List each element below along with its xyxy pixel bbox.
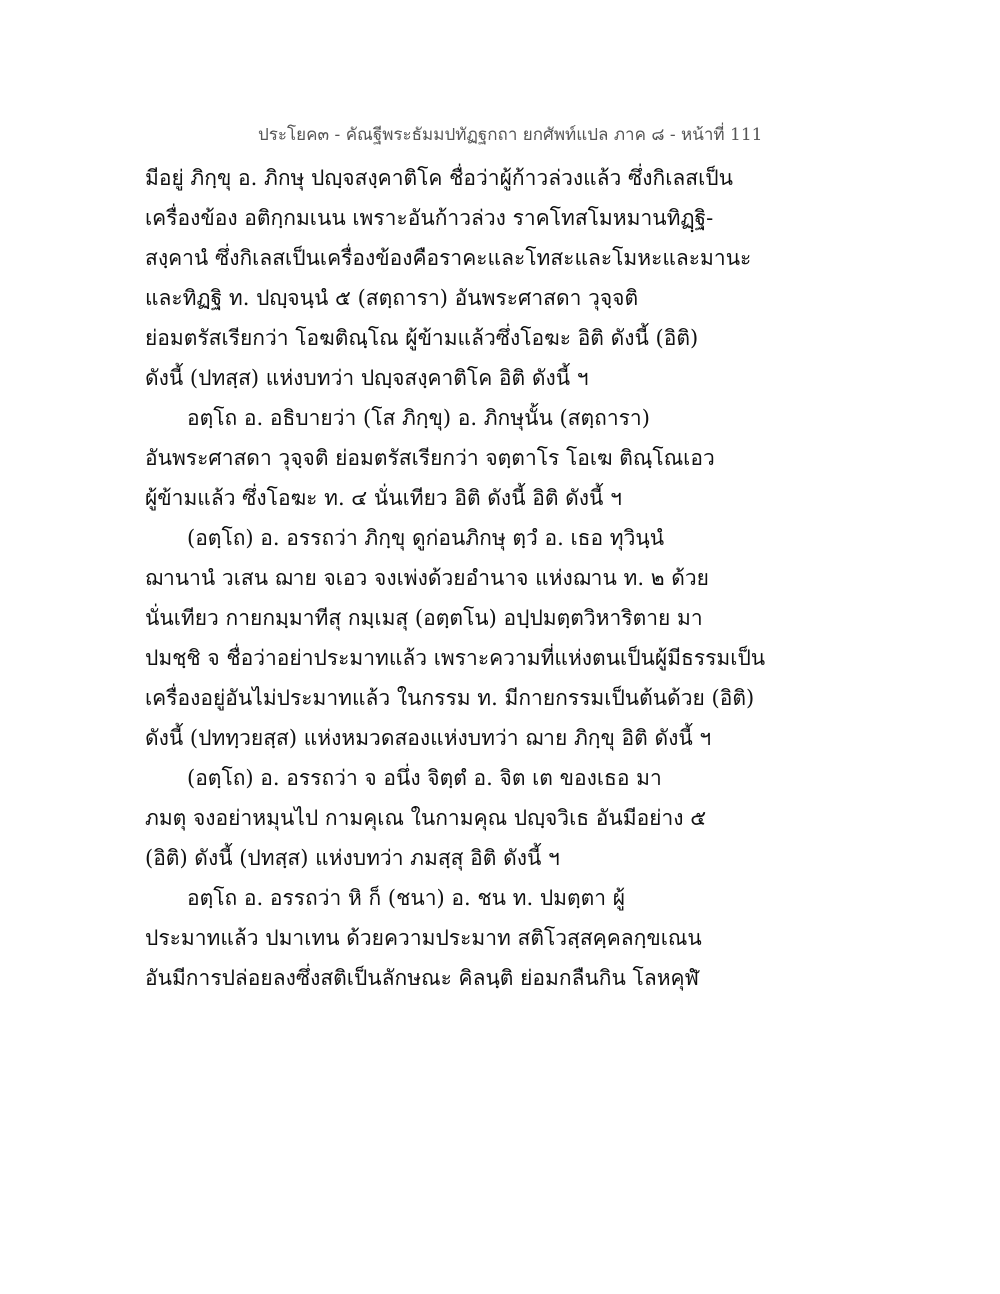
- paragraph-start-line: (อตฺโถ) อ. อรรถว่า จ อนึ่ง จิตฺตํ อ. จิต เต ของเธอ มา: [187, 766, 662, 790]
- text-line: อันมีการปล่อยลงซึ่งสติเป็นลักษณะ คิลนฺติ ย่อมกลืนกิน โลหคุฬํ: [145, 966, 699, 990]
- paragraph-start-line: อตฺโถ อ. อธิบายว่า (โส ภิกฺขุ) อ. ภิกษุนั้น (สตฺถารา): [187, 406, 650, 430]
- text-line: ย่อมตรัสเรียกว่า โอฆติณฺโณ ผู้ข้ามแล้วซึ่งโอฆะ อิติ ดังนี้ (อิติ): [145, 326, 699, 350]
- text-line: สงฺคานํ ซึ่งกิเลสเป็นเครื่องข้องคือราคะและโทสะและโมหะและมานะ: [145, 246, 752, 270]
- text-line: ภมตุ จงอย่าหมุนไป กามคุเณ ในกามคุณ ปญฺจวิเธ อันมีอย่าง ๕: [145, 806, 707, 830]
- text-line: นั่นเทียว กายกมฺมาทีสุ กมฺเมสุ (อตฺตโน) อปฺปมตฺตวิหาริตาย มา: [145, 606, 703, 630]
- text-line: เครื่องข้อง อติกฺกมเนน เพราะอันก้าวล่วง ราคโทสโมหมานทิฏฺฐิ-: [145, 206, 714, 230]
- text-line: และทิฏฐิ ท. ปญฺจนฺนํ ๕ (สตฺถารา) อันพระศาสดา วุจฺจติ: [145, 286, 639, 310]
- text-line: ฌานานํ วเสน ฌาย จเอว จงเพ่งด้วยอำนาจ แห่งฌาน ท. ๒ ด้วย: [145, 566, 709, 590]
- text-line: ประมาทแล้ว ปมาเทน ด้วยความประมาท สติโวสฺสคฺคลกฺขเณน: [145, 926, 702, 950]
- text-line: ผู้ข้ามแล้ว ซึ่งโอฆะ ท. ๔ นั่นเทียว อิติ ดังนี้ อิติ ดังนี้ ฯ: [145, 486, 622, 510]
- text-line: ดังนี้ (ปททฺวยสฺส) แห่งหมวดสองแห่งบทว่า ฌาย ภิกฺขุ อิติ ดังนี้ ฯ: [145, 726, 712, 750]
- paragraph-start-line: (อตฺโถ) อ. อรรถว่า ภิกฺขุ ดูก่อนภิกษุ ตฺวํ อ. เธอ ทุวินฺนํ: [187, 526, 665, 550]
- text-line: (อิติ) ดังนี้ (ปทสฺส) แห่งบทว่า ภมสฺสุ อิติ ดังนี้ ฯ: [145, 846, 560, 870]
- paragraph-start-line: อตฺโถ อ. อรรถว่า หิ ก็ (ชนา) อ. ชน ท. ปมตฺตา ผู้: [187, 886, 626, 910]
- text-line: ดังนี้ (ปทสฺส) แห่งบทว่า ปญฺจสงฺคาติโค อิติ ดังนี้ ฯ: [145, 366, 589, 390]
- text-line: เครื่องอยู่อันไม่ประมาทแล้ว ในกรรม ท. มีกายกรรมเป็นต้นด้วย (อิติ): [145, 686, 755, 710]
- text-line: อันพระศาสดา วุจฺจติ ย่อมตรัสเรียกว่า จตฺตาโร โอเฆ ติณฺโณเอว: [145, 446, 715, 470]
- body-text: [145, 158, 766, 998]
- running-header: ประโยค๓ - คัณฐีพระธัมมปทัฏฐกถา ยกศัพท์แปล ภาค ๘ - หน้าที่ 111: [258, 125, 763, 145]
- text-line: ปมชฺชิ จ ชื่อว่าอย่าประมาทแล้ว เพราะความที่แห่งตนเป็นผู้มีธรรมเป็น: [145, 646, 766, 670]
- text-line: มีอยู่ ภิกฺขุ อ. ภิกษุ ปญฺจสงฺคาติโค ชื่อว่าผู้ก้าวล่วงแล้ว ซึ่งกิเลสเป็น: [145, 166, 733, 190]
